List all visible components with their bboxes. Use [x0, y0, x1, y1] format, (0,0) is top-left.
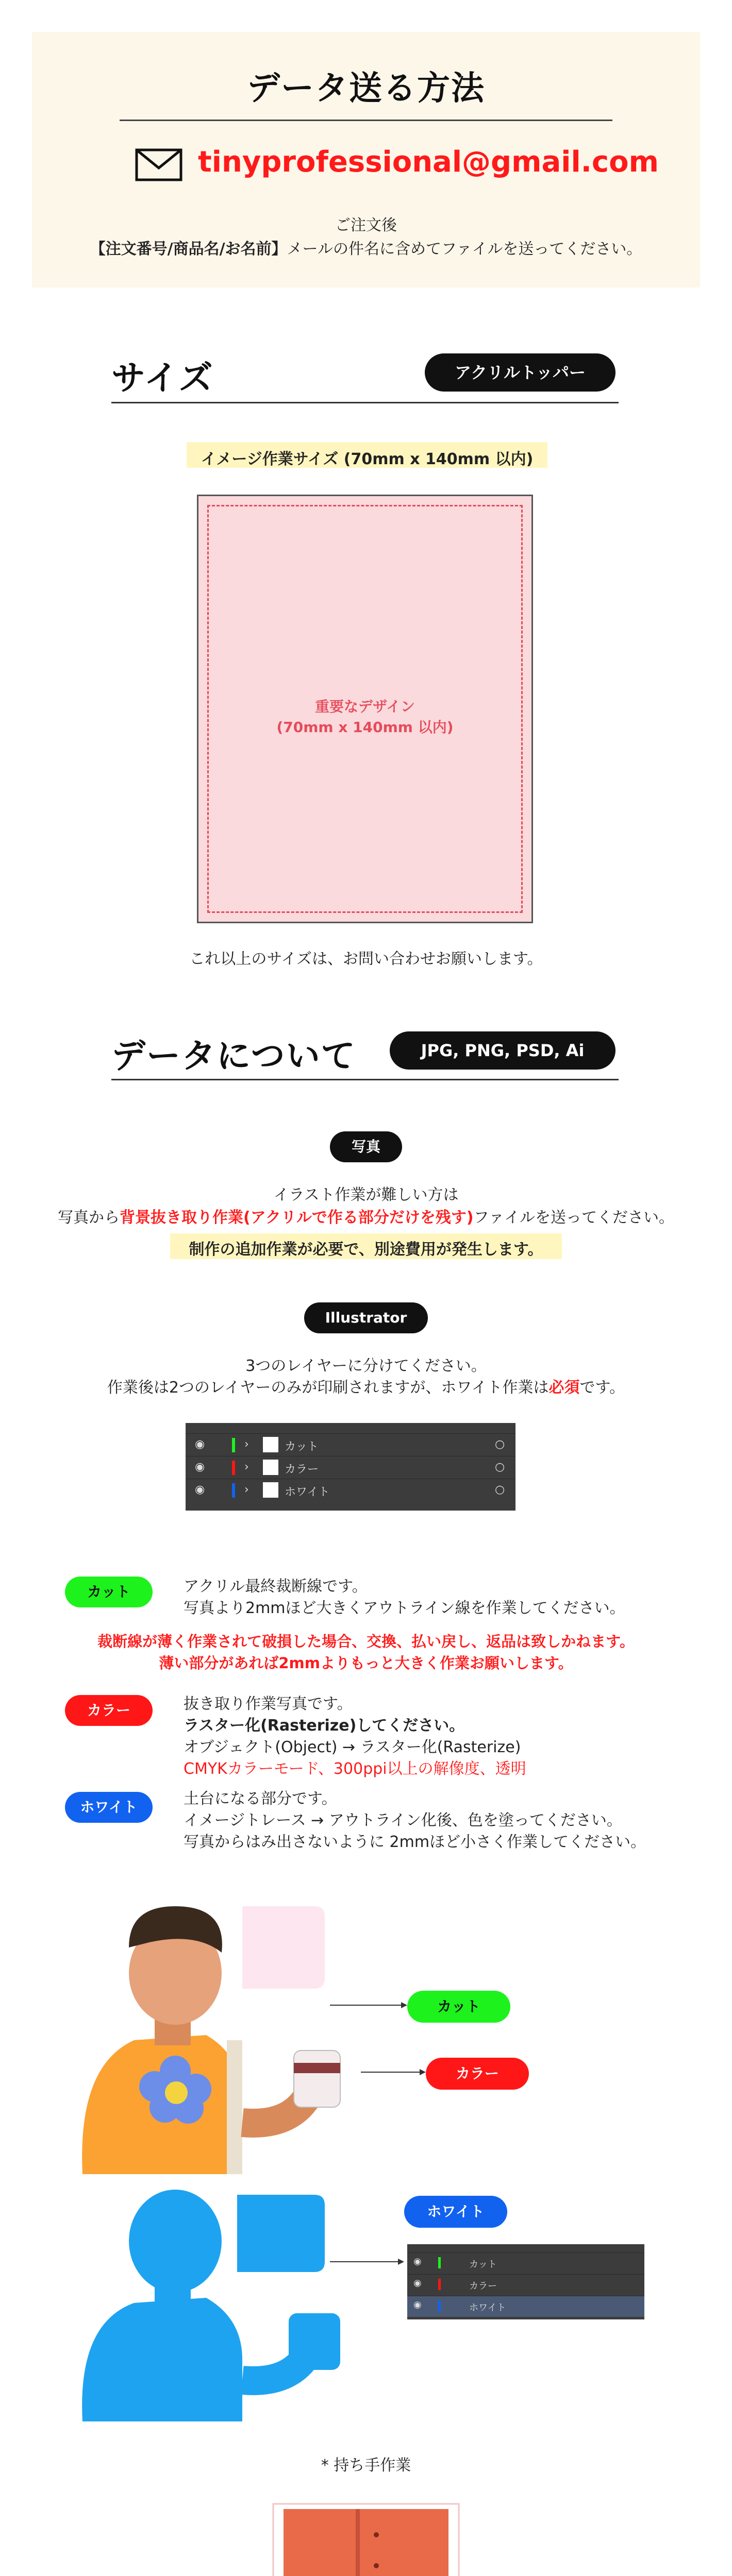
- layer-row-cut[interactable]: [186, 1433, 515, 1456]
- target-icon[interactable]: ○: [495, 1483, 505, 1496]
- eye-icon[interactable]: ◉: [195, 1483, 205, 1496]
- canvas-inner-label-2: (70mm x 140mm 以内): [276, 719, 454, 736]
- layers-panel: [186, 1423, 515, 1511]
- white-badge: ホワイト: [65, 1792, 153, 1823]
- photo-badge: 写真: [330, 1131, 402, 1162]
- cut-warning-1: 裁断線が薄く作業されて破損した場合、交換、払い戻し、返品は致しかねます。: [97, 1633, 635, 1650]
- layer-label: ホワイト: [285, 1486, 330, 1499]
- format-badge: JPG, PNG, PSD, Ai: [390, 1031, 615, 1070]
- illustrator-badge: Illustrator: [304, 1302, 428, 1333]
- cut-badge: カット: [65, 1577, 153, 1607]
- cut-warning-2: 薄い部分があれば2mmよりもっと大きく作業お願いします。: [159, 1654, 573, 1672]
- color-badge: カラー: [65, 1695, 153, 1726]
- arrow-to-color: [361, 2067, 426, 2077]
- eye-icon[interactable]: ◉: [413, 2278, 422, 2289]
- photo-line-2-b: 背景抜き取り作業(アクリルで作る部分だけを残す): [120, 1209, 474, 1227]
- data-title: データについて: [111, 1036, 356, 1076]
- layer-label: カラー: [469, 2281, 497, 2292]
- person-illustration: [72, 1886, 381, 2174]
- header-line-2-bold: 【注文番号/商品名/お名前】: [90, 240, 287, 258]
- photo-line-2-a: 写真から: [58, 1209, 120, 1227]
- target-icon[interactable]: ○: [495, 1438, 505, 1451]
- size-divider: [111, 402, 619, 403]
- white-line-1: 土台になる部分です。: [184, 1790, 337, 1808]
- header-line-2: [32, 236, 700, 259]
- illustrator-line-2: [32, 1375, 700, 1397]
- illustrator-line-1: 3つのレイヤーに分けてください。: [245, 1357, 487, 1375]
- header-title: データ送る方法: [247, 70, 485, 108]
- handle-caption: * 持ち手作業: [321, 2456, 411, 2475]
- mail-icon: [135, 148, 182, 181]
- eye-icon[interactable]: ◉: [413, 2256, 422, 2267]
- color-line-4: CMYKカラーモード、300ppi以上の解像度、透明: [184, 1760, 526, 1778]
- photo-highlight: 制作の追加作業が必要で、別途費用が発生します。: [189, 1241, 543, 1259]
- canvas-inner-label-1: 重要なデザイン: [314, 698, 415, 715]
- layers-panel-small: [407, 2244, 644, 2319]
- diagram-color-badge: カラー: [426, 2058, 529, 2090]
- layer-row-white[interactable]: [186, 1479, 515, 1502]
- diagram-white-badge: ホワイト: [404, 2196, 507, 2228]
- cut-line-2: 写真より2mmほど大きくアウトライン線を作業してください。: [184, 1599, 625, 1617]
- photo-line-2-c: ファイルを送ってください。: [473, 1209, 674, 1227]
- arrow-to-white: [330, 2257, 404, 2267]
- canvas-label: イメージ作業サイズ (70mm x 140mm 以内): [201, 450, 534, 468]
- header-line-1: ご注文後: [335, 216, 397, 234]
- layer-label: カット: [285, 1440, 319, 1453]
- white-line-2: イメージトレース → アウトライン化後、色を塗ってください。: [184, 1811, 622, 1829]
- illustrator-line-2-c: です。: [579, 1379, 625, 1397]
- white-line-3: 写真からはみ出さないように 2mmほど小さく作業してください。: [184, 1833, 646, 1851]
- layer-label: ホワイト: [469, 2302, 506, 2313]
- size-title: サイズ: [111, 358, 214, 398]
- diagram-cut-badge: カット: [407, 1991, 510, 2023]
- eye-icon[interactable]: ◉: [195, 1461, 205, 1473]
- layer-label: カラー: [285, 1463, 319, 1476]
- arrow-to-cut: [330, 2000, 407, 2010]
- chevron-right-icon[interactable]: ›: [244, 1438, 249, 1451]
- white-layer-illustration: [72, 2174, 381, 2421]
- photo-line-1: イラスト作業が難しい方は: [273, 1186, 459, 1204]
- eye-icon[interactable]: ◉: [195, 1438, 205, 1451]
- illustrator-line-2-b: 必須: [548, 1379, 580, 1397]
- eye-icon[interactable]: ◉: [413, 2299, 422, 2310]
- color-line-1: 抜き取り作業写真です。: [184, 1695, 353, 1713]
- target-icon[interactable]: ○: [495, 1461, 505, 1473]
- color-line-3: オブジェクト(Object) → ラスター化(Rasterize): [184, 1738, 521, 1756]
- data-divider: [111, 1079, 619, 1080]
- illustrator-line-2-a: 作業後は2つのレイヤーのみが印刷されますが、ホワイト作業は: [107, 1379, 549, 1397]
- cut-line-1: アクリル最終裁断線です。: [184, 1578, 368, 1596]
- header-line-2-rest: メールの件名に含めてファイルを送ってください。: [287, 240, 642, 258]
- photo-line-2: [32, 1205, 700, 1227]
- chevron-right-icon[interactable]: ›: [244, 1461, 249, 1473]
- size-note: これ以上のサイズは、お問い合わせお願いします。: [189, 950, 543, 968]
- handle-illustration: [253, 2488, 479, 2576]
- color-line-2: ラスター化(Rasterize)してください。: [184, 1717, 465, 1735]
- size-badge: アクリルトッパー: [425, 353, 615, 392]
- chevron-right-icon[interactable]: ›: [244, 1483, 249, 1496]
- layer-label: カット: [469, 2259, 497, 2270]
- header-divider: [120, 120, 612, 121]
- layer-row-color[interactable]: [186, 1456, 515, 1479]
- contact-email[interactable]: tinyprofessional@gmail.com: [198, 145, 659, 179]
